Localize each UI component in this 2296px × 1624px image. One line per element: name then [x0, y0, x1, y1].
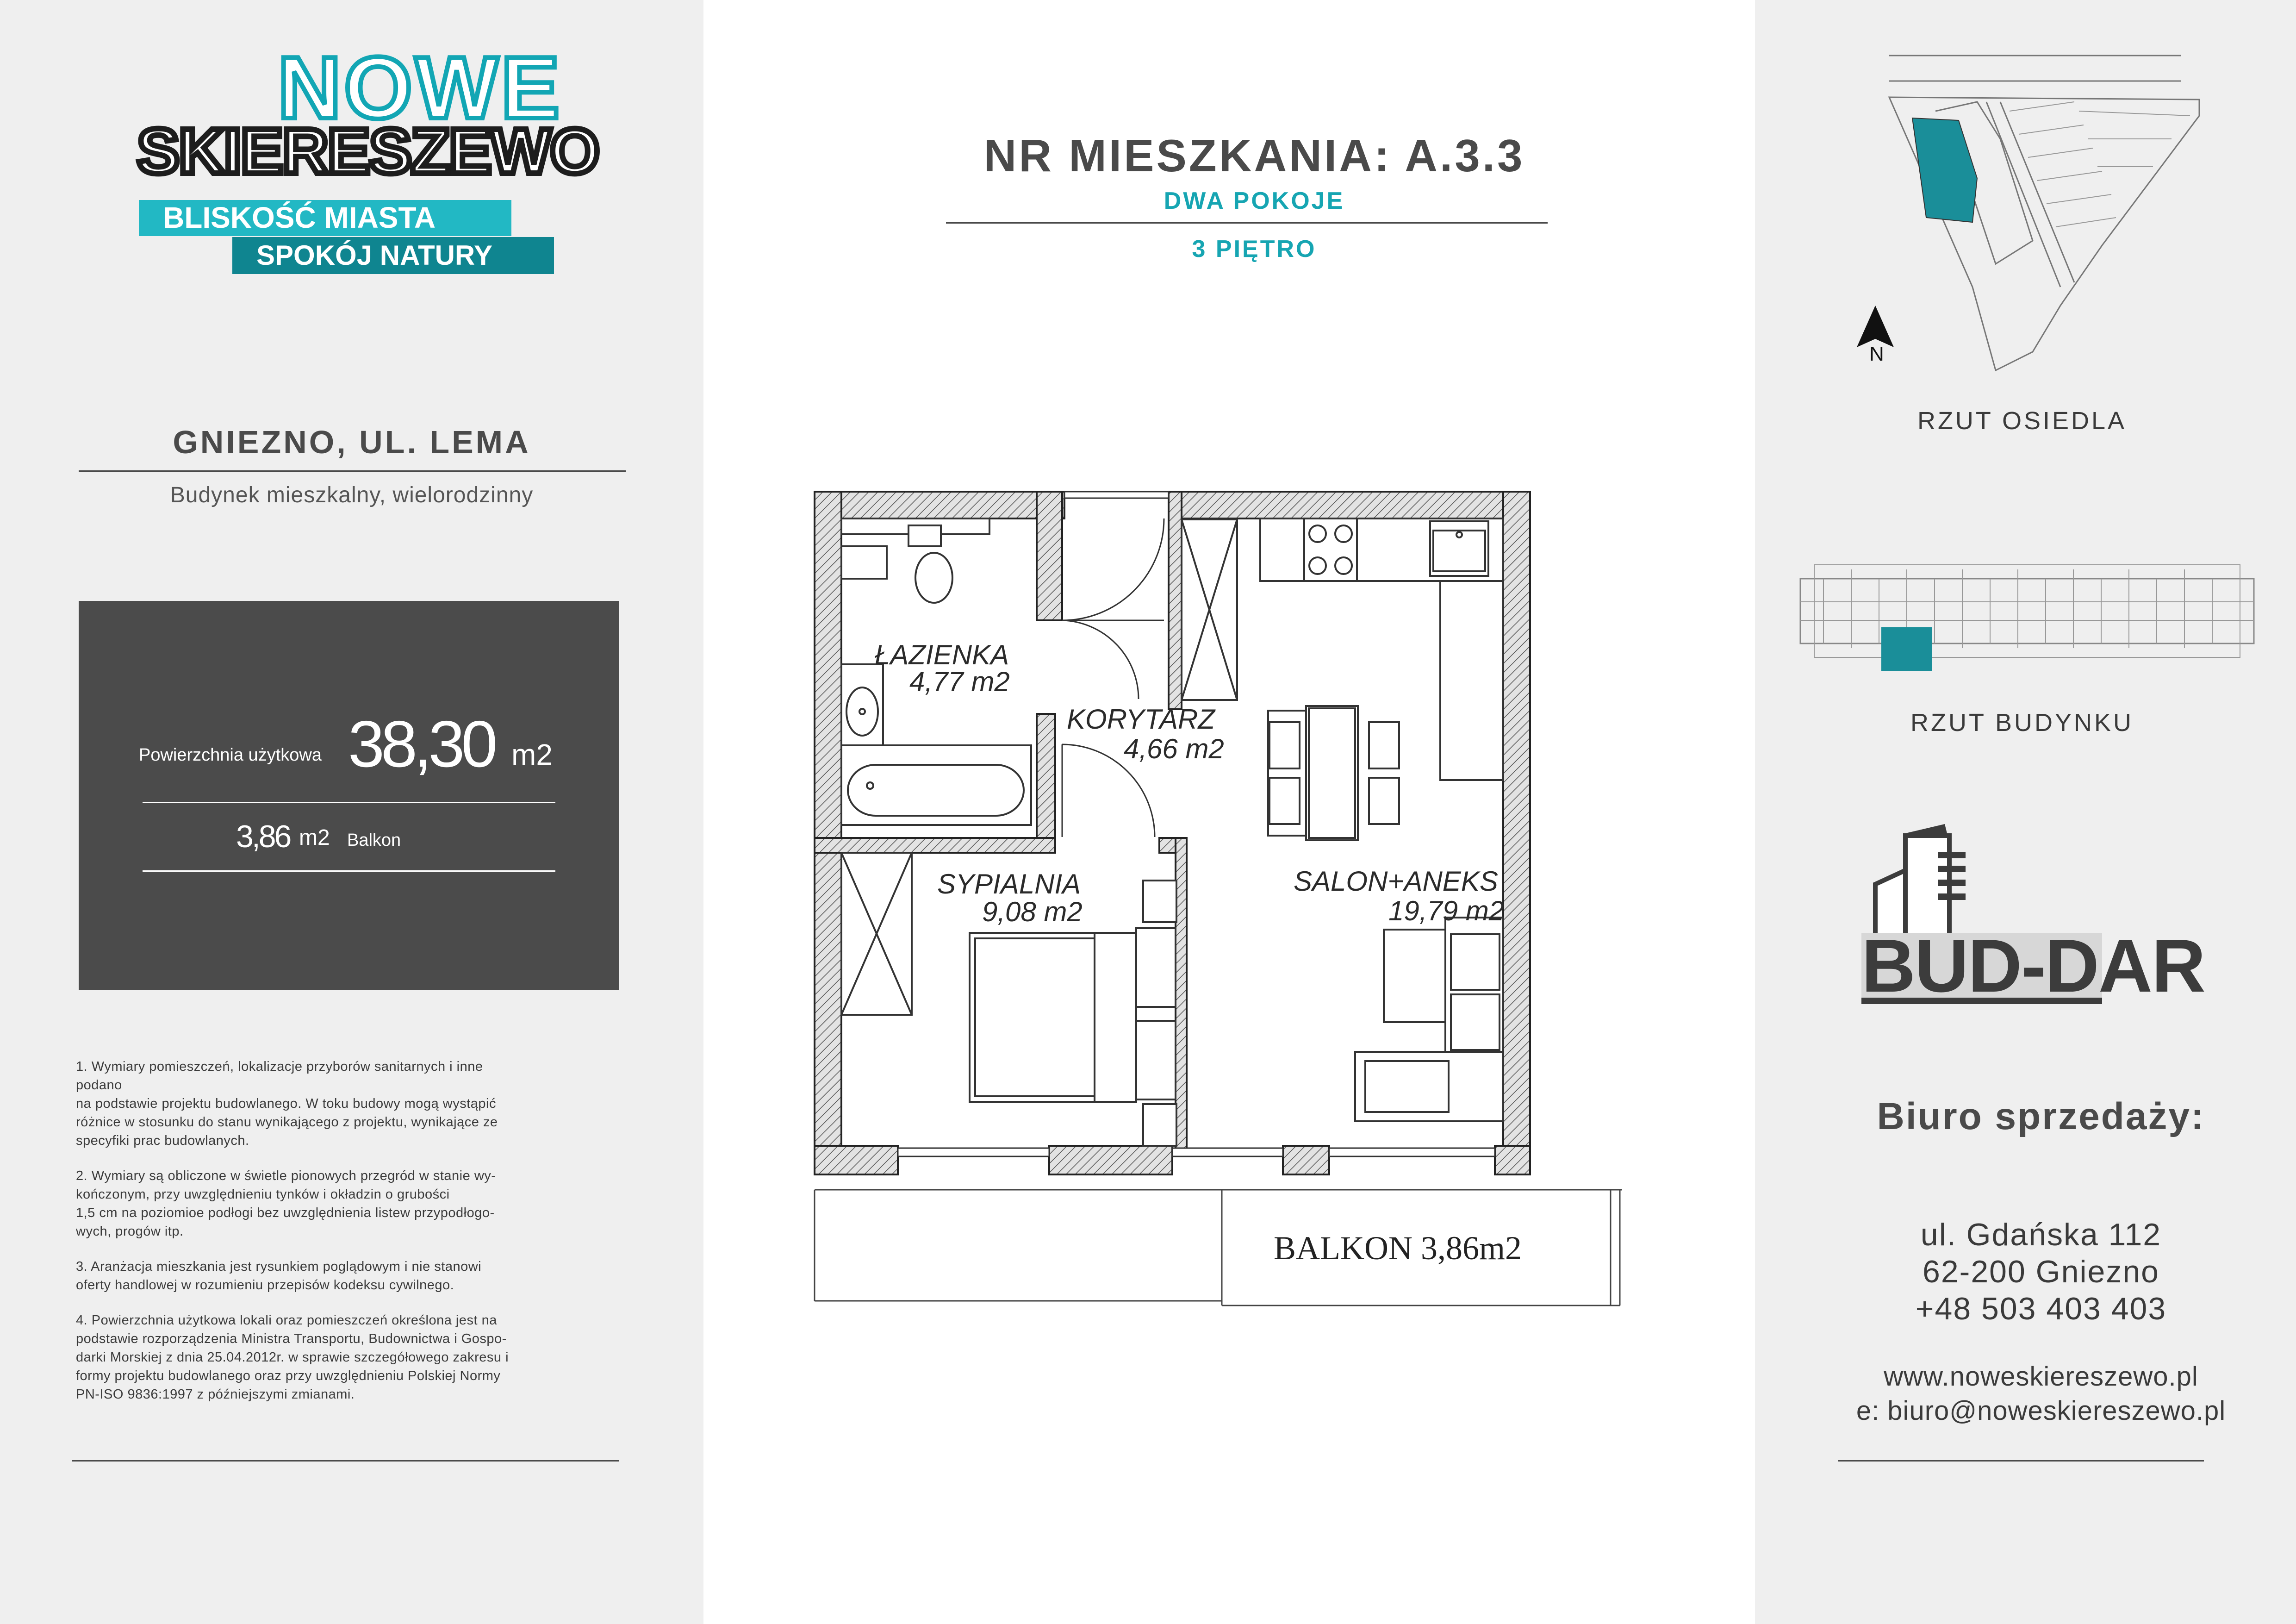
- city-street-heading: GNIEZNO, UL. LEMA: [173, 424, 531, 460]
- phone-number[interactable]: +48 503 403 403: [1915, 1291, 2167, 1326]
- address-street: ul. Gdańska 112: [1920, 1217, 2162, 1252]
- bathroom-name: ŁAZIENKA: [875, 639, 1009, 670]
- disclaimer-notes: [76, 1057, 604, 1420]
- balcony-area-value: 3,86: [236, 819, 290, 854]
- door-swings: [1062, 518, 1164, 837]
- estate-plan-caption: RZUT OSIEDLA: [1917, 407, 2127, 435]
- apartment-number-title: NR MIESZKANIA: A.3.3: [983, 130, 1525, 181]
- usable-area-label: Powierzchnia użytkowa: [139, 745, 322, 765]
- divider: [946, 222, 1548, 224]
- bedroom-name: SYPIALNIA: [937, 868, 1081, 899]
- building-plan-caption: RZUT BUDYNKU: [1910, 709, 2134, 737]
- developer-name: BUD-DAR: [1861, 924, 2205, 1008]
- sales-office-title: Biuro sprzedaży:: [1877, 1095, 2205, 1137]
- note-item: 2. Wymiary są obliczone w świetle pionowych przegród w stanie wy- kończonym, przy uwzględnieniu tynków i okładzin o grubości 1,5 cm na poziomioe podłogi bez uwzględnienia listew przypodłogo- wych, progów itp.: [76, 1168, 496, 1239]
- corridor-name: KORYTARZ: [1067, 704, 1215, 735]
- email-link[interactable]: e: biuro@noweskiereszewo.pl: [1856, 1396, 2226, 1426]
- tagline-band-1: BLISKOŚĆ MIASTA: [139, 200, 511, 236]
- logo-nowe-text: NOWE: [278, 39, 563, 137]
- building-plan-map: [1796, 556, 2259, 685]
- usable-area-unit: m2: [511, 738, 553, 771]
- divider: [72, 1460, 619, 1462]
- living-furniture: [1355, 918, 1503, 1121]
- balcony-plan-label: BALKON 3,86m2: [1274, 1230, 1522, 1267]
- summary-divider: [143, 870, 555, 872]
- note-item: 1. Wymiary pomieszczeń, lokalizacje przyborów sanitarnych i inne podano na podstawie projektu budowlanego. W toku budowy mogą wystąpić różnice w stosunku do stanu wynikającego z projektu, wynikające ze specyfiki prac budowlanych.: [76, 1059, 498, 1149]
- north-arrow-icon: [1857, 306, 1894, 347]
- note-item: 3. Aranżacja mieszkania jest rysunkiem poglądowym i nie stanowi oferty handlowej w rozumieniu przepisów kodeksu cywilnego.: [76, 1259, 482, 1293]
- area-summary-box: [79, 601, 619, 990]
- corridor-wardrobe: [1182, 519, 1237, 700]
- divider: [79, 470, 626, 472]
- logo-skiereszewo-text: SKIERESZEWO: [137, 116, 599, 187]
- right-panel: [1755, 0, 2296, 1624]
- floor-plan: [805, 481, 1638, 1315]
- balcony-area-label: Balkon: [347, 831, 401, 850]
- building-type: Budynek mieszkalny, wielorodzinny: [170, 483, 534, 507]
- dining-set: [1268, 706, 1399, 840]
- bathroom-area: 4,77 m2: [909, 666, 1010, 697]
- address-city: 62-200 Gniezno: [1923, 1254, 2159, 1289]
- apartment-highlight: [1881, 627, 1932, 671]
- bedroom-area: 9,08 m2: [982, 896, 1083, 927]
- website-link[interactable]: www.noweskiereszewo.pl: [1884, 1362, 2198, 1392]
- note-item: 4. Powierzchnia użytkowa lokali oraz pomieszczeń określona jest na podstawie rozporządzenia Ministra Transportu, Budownictwa i Gospo- darki Morskiej z dnia 25.04.2012r. w sprawie szczegółowego zakresu i formy projektu budowlanego oraz przy uwzględnieniu Polskiej Normy PN-ISO 9836:1997 z późniejszymi zmianami.: [76, 1313, 509, 1402]
- tagline-band-2: SPOKÓJ NATURY: [232, 237, 554, 274]
- balcony-area-unit: m2: [299, 825, 330, 850]
- floor-level: 3 PIĘTRO: [1192, 236, 1317, 262]
- room-count: DWA POKOJE: [1164, 187, 1345, 214]
- divider: [1838, 1460, 2204, 1462]
- left-panel: [0, 0, 703, 1624]
- corridor-area: 4,66 m2: [1124, 733, 1224, 764]
- living-room-name: SALON+ANEKS: [1294, 866, 1498, 897]
- usable-area-value: 38,30: [348, 707, 494, 781]
- north-label: N: [1869, 343, 1884, 365]
- estate-plan-map: [1857, 46, 2227, 380]
- summary-divider: [143, 802, 555, 803]
- building-highlight: [1912, 118, 1977, 222]
- living-room-area: 19,79 m2: [1388, 895, 1505, 926]
